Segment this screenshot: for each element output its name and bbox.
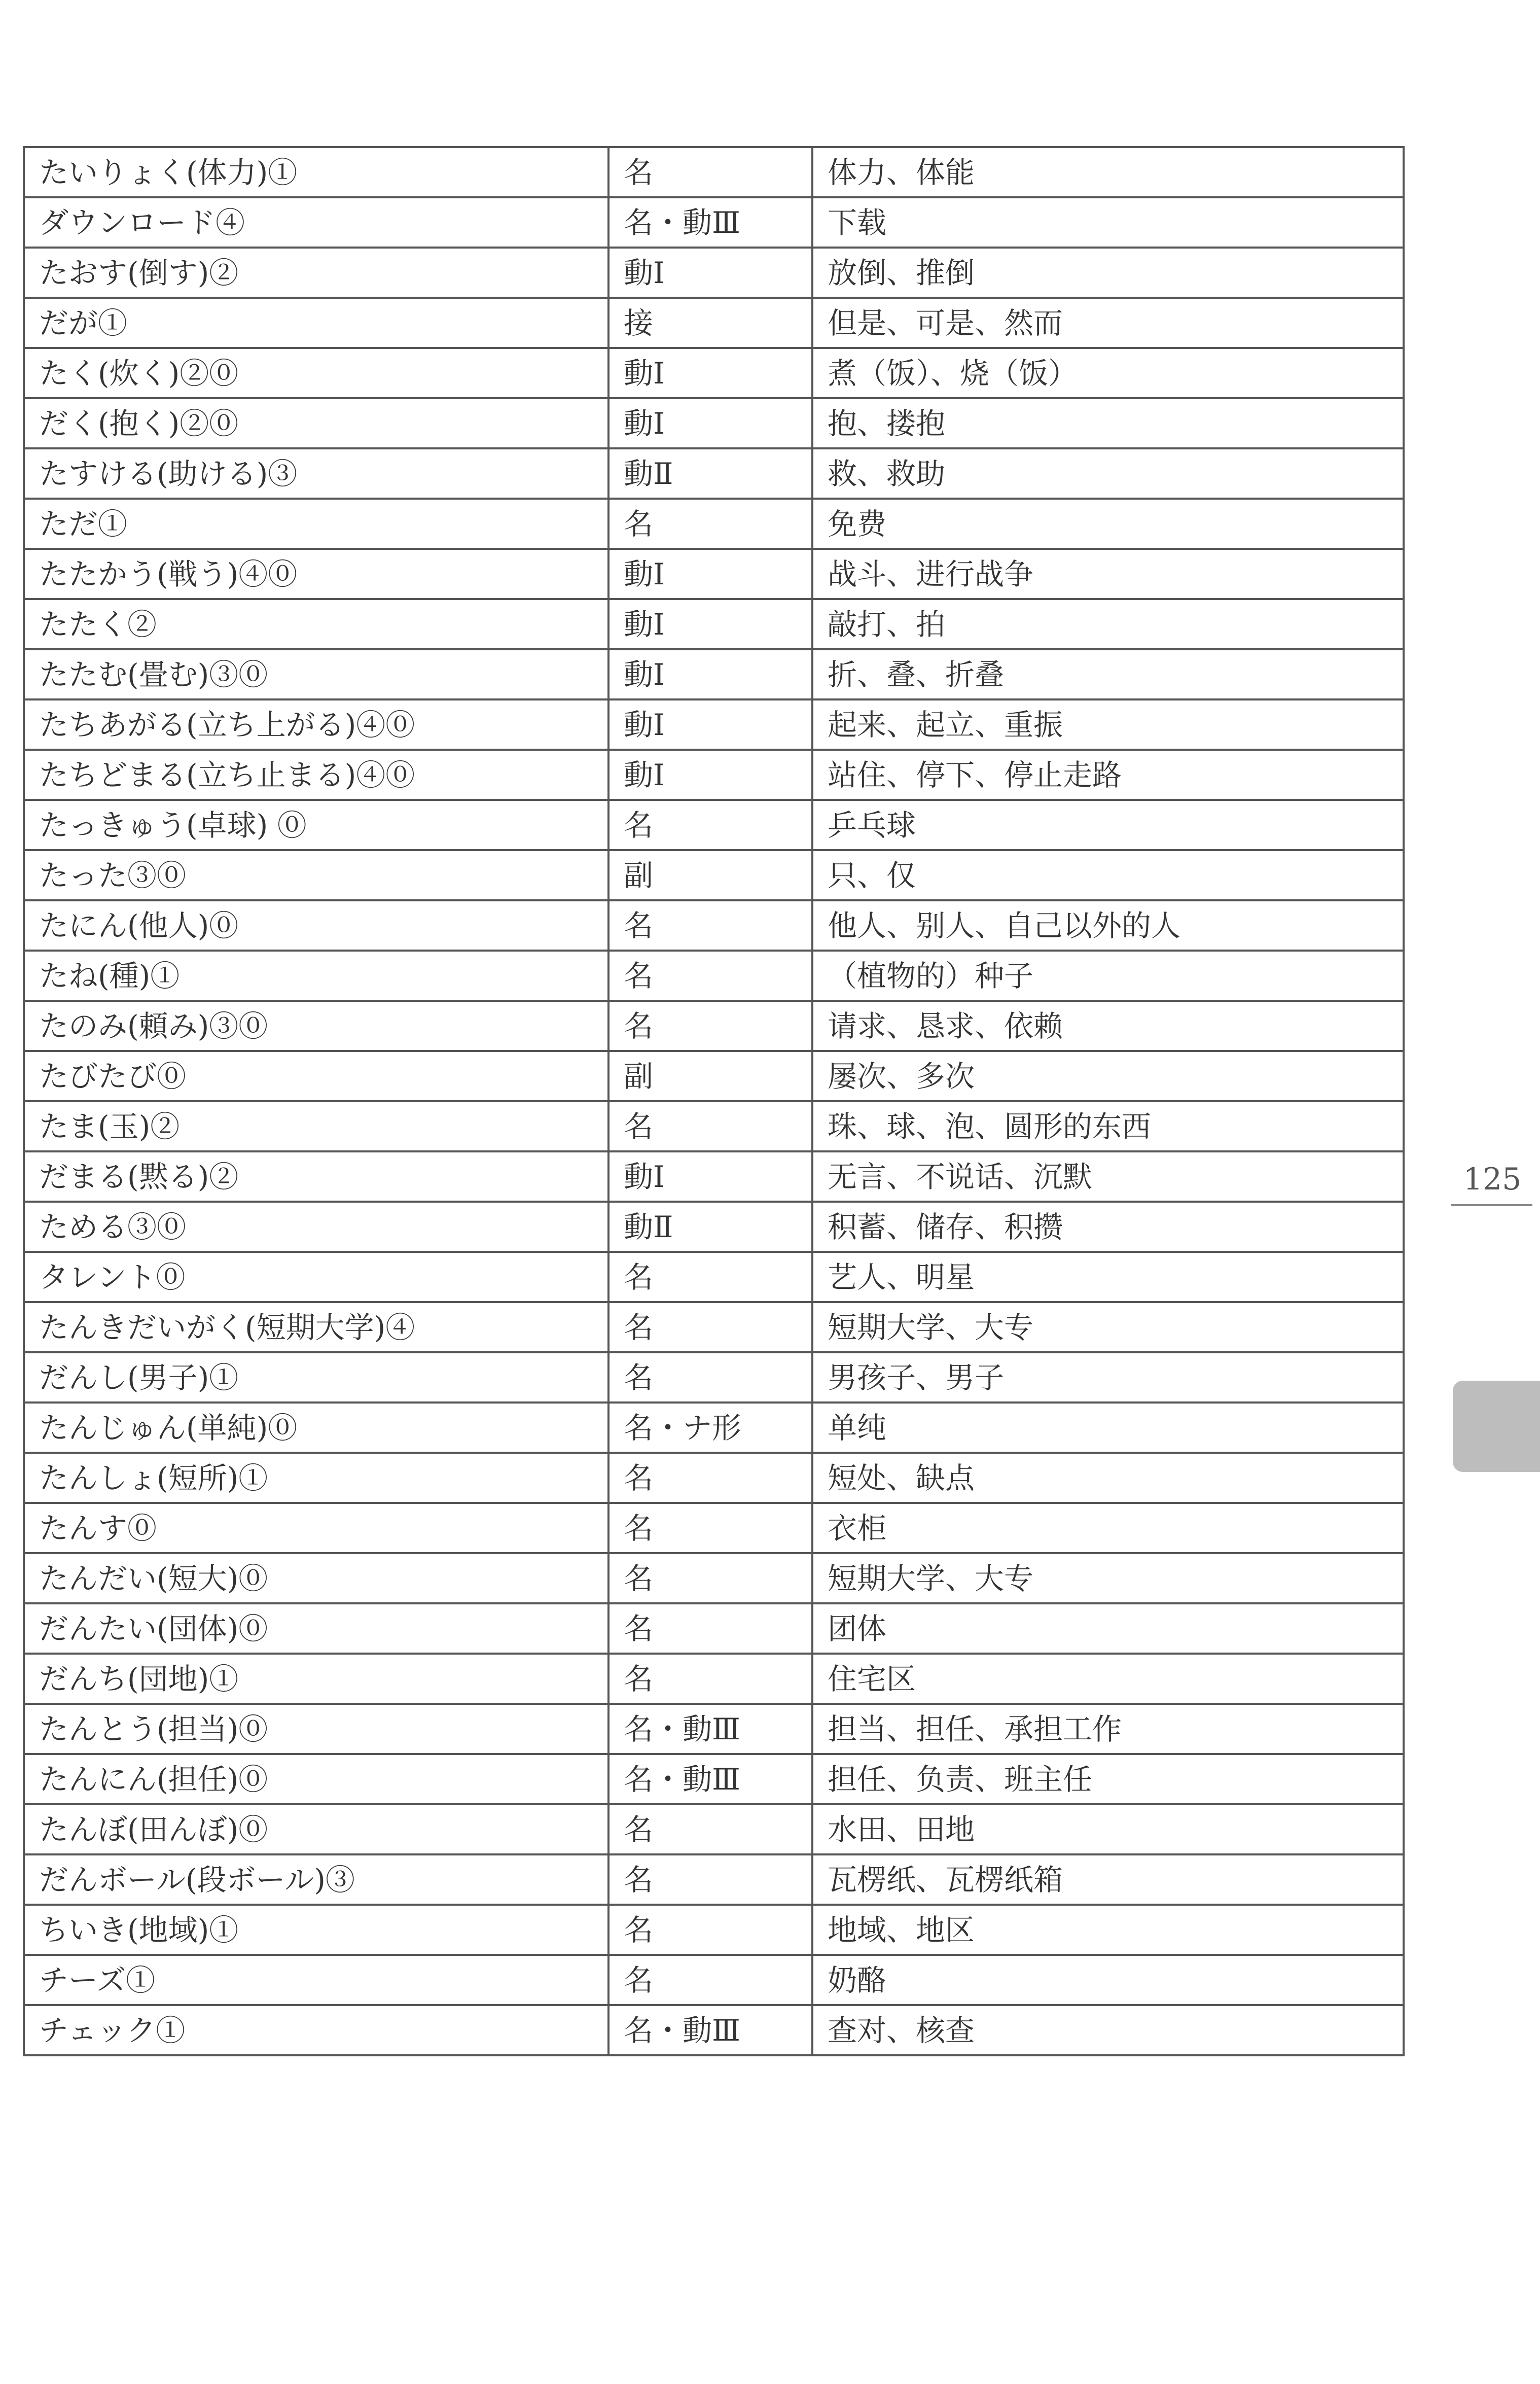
part-of-speech-cell: 名 xyxy=(608,1302,812,1352)
part-of-speech-cell: 副 xyxy=(608,1051,812,1101)
meaning-cell: 担当、担任、承担工作 xyxy=(812,1704,1404,1754)
table-row xyxy=(24,1352,1404,1403)
part-of-speech-cell: 名・動Ⅲ xyxy=(608,1754,812,1804)
word-cell: たにん(他人)⓪ xyxy=(24,900,608,951)
word-cell: ちいき(地域)① xyxy=(24,1905,608,1955)
word-cell: だんし(男子)① xyxy=(24,1352,608,1403)
table-row xyxy=(24,549,1404,599)
part-of-speech-cell: 名 xyxy=(608,499,812,549)
page-number: 125 xyxy=(1463,1162,1522,1197)
table-row xyxy=(24,599,1404,649)
part-of-speech-cell: 動Ⅰ xyxy=(608,348,812,398)
meaning-cell: 查对、核查 xyxy=(812,2005,1404,2055)
table-row xyxy=(24,348,1404,398)
word-cell: チェック① xyxy=(24,2005,608,2055)
vocabulary-table-body xyxy=(24,147,1404,2055)
part-of-speech-cell: 名 xyxy=(608,951,812,1001)
meaning-cell: 男孩子、男子 xyxy=(812,1352,1404,1403)
part-of-speech-cell: 動Ⅱ xyxy=(608,1202,812,1252)
table-row xyxy=(24,1603,1404,1654)
meaning-cell: 煮（饭）、烧（饭） xyxy=(812,348,1404,398)
table-row xyxy=(24,1202,1404,1252)
word-cell: だんボール(段ボール)③ xyxy=(24,1854,608,1905)
table-row xyxy=(24,1704,1404,1754)
table-row xyxy=(24,1905,1404,1955)
table-row xyxy=(24,800,1404,850)
word-cell: たたかう(戦う)④⓪ xyxy=(24,549,608,599)
part-of-speech-cell: 副 xyxy=(608,850,812,900)
word-cell: たおす(倒す)② xyxy=(24,248,608,298)
part-of-speech-cell: 名・動Ⅲ xyxy=(608,197,812,248)
word-cell: たのみ(頼み)③⓪ xyxy=(24,1001,608,1051)
meaning-cell: 水田、田地 xyxy=(812,1804,1404,1854)
meaning-cell: 无言、不说话、沉默 xyxy=(812,1151,1404,1202)
part-of-speech-cell: 接 xyxy=(608,298,812,348)
meaning-cell: 站住、停下、停止走路 xyxy=(812,750,1404,800)
word-cell: ダウンロード④ xyxy=(24,197,608,248)
word-cell: たすける(助ける)③ xyxy=(24,448,608,499)
table-row xyxy=(24,900,1404,951)
meaning-cell: 担任、负责、班主任 xyxy=(812,1754,1404,1804)
word-cell: たたむ(畳む)③⓪ xyxy=(24,649,608,699)
table-row xyxy=(24,1151,1404,1202)
word-cell: たいりょく(体力)① xyxy=(24,147,608,197)
word-cell: たんぼ(田んぼ)⓪ xyxy=(24,1804,608,1854)
table-row xyxy=(24,1804,1404,1854)
table-row xyxy=(24,951,1404,1001)
part-of-speech-cell: 名 xyxy=(608,1101,812,1151)
word-cell: たんだい(短大)⓪ xyxy=(24,1553,608,1603)
meaning-cell: 折、叠、折叠 xyxy=(812,649,1404,699)
part-of-speech-cell: 名・動Ⅲ xyxy=(608,2005,812,2055)
word-cell: タレント⓪ xyxy=(24,1252,608,1302)
part-of-speech-cell: 動Ⅰ xyxy=(608,1151,812,1202)
table-row xyxy=(24,850,1404,900)
word-cell: だく(抱く)②⓪ xyxy=(24,398,608,448)
meaning-cell: 体力、体能 xyxy=(812,147,1404,197)
table-row xyxy=(24,1553,1404,1603)
part-of-speech-cell: 名 xyxy=(608,900,812,951)
table-row xyxy=(24,750,1404,800)
part-of-speech-cell: 動Ⅰ xyxy=(608,649,812,699)
word-cell: ただ① xyxy=(24,499,608,549)
word-cell: たんきだいがく(短期大学)④ xyxy=(24,1302,608,1352)
word-cell: たたく② xyxy=(24,599,608,649)
table-row xyxy=(24,1955,1404,2005)
part-of-speech-cell: 名 xyxy=(608,1603,812,1654)
word-cell: だんち(団地)① xyxy=(24,1654,608,1704)
meaning-cell: 短处、缺点 xyxy=(812,1453,1404,1503)
part-of-speech-cell: 名 xyxy=(608,1252,812,1302)
word-cell: たんしょ(短所)① xyxy=(24,1453,608,1503)
meaning-cell: 地域、地区 xyxy=(812,1905,1404,1955)
part-of-speech-cell: 名 xyxy=(608,800,812,850)
thumb-index-tab xyxy=(1453,1381,1540,1472)
part-of-speech-cell: 名 xyxy=(608,1553,812,1603)
table-row xyxy=(24,1001,1404,1051)
part-of-speech-cell: 動Ⅰ xyxy=(608,549,812,599)
meaning-cell: （植物的）种子 xyxy=(812,951,1404,1001)
table-row xyxy=(24,1854,1404,1905)
meaning-cell: 瓦楞纸、瓦楞纸箱 xyxy=(812,1854,1404,1905)
meaning-cell: 奶酪 xyxy=(812,1955,1404,2005)
part-of-speech-cell: 動Ⅰ xyxy=(608,599,812,649)
meaning-cell: 团体 xyxy=(812,1603,1404,1654)
table-row xyxy=(24,1252,1404,1302)
part-of-speech-cell: 動Ⅰ xyxy=(608,699,812,750)
word-cell: だが① xyxy=(24,298,608,348)
table-row xyxy=(24,1453,1404,1503)
table-row xyxy=(24,147,1404,197)
word-cell: たっきゅう(卓球) ⓪ xyxy=(24,800,608,850)
word-cell: たんじゅん(単純)⓪ xyxy=(24,1403,608,1453)
word-cell: たちあがる(立ち上がる)④⓪ xyxy=(24,699,608,750)
table-row xyxy=(24,649,1404,699)
meaning-cell: 敲打、拍 xyxy=(812,599,1404,649)
table-row xyxy=(24,1654,1404,1704)
meaning-cell: 衣柜 xyxy=(812,1503,1404,1553)
meaning-cell: 短期大学、大专 xyxy=(812,1553,1404,1603)
part-of-speech-cell: 動Ⅰ xyxy=(608,398,812,448)
table-row xyxy=(24,197,1404,248)
part-of-speech-cell: 名 xyxy=(608,147,812,197)
meaning-cell: 只、仅 xyxy=(812,850,1404,900)
part-of-speech-cell: 名 xyxy=(608,1453,812,1503)
word-cell: たま(玉)② xyxy=(24,1101,608,1151)
meaning-cell: 放倒、推倒 xyxy=(812,248,1404,298)
meaning-cell: 短期大学、大专 xyxy=(812,1302,1404,1352)
part-of-speech-cell: 動Ⅱ xyxy=(608,448,812,499)
table-row xyxy=(24,2005,1404,2055)
meaning-cell: 他人、别人、自己以外的人 xyxy=(812,900,1404,951)
word-cell: たく(炊く)②⓪ xyxy=(24,348,608,398)
word-cell: たんにん(担任)⓪ xyxy=(24,1754,608,1804)
word-cell: ためる③⓪ xyxy=(24,1202,608,1252)
word-cell: たちどまる(立ち止まる)④⓪ xyxy=(24,750,608,800)
part-of-speech-cell: 名 xyxy=(608,1001,812,1051)
meaning-cell: 下载 xyxy=(812,197,1404,248)
table-row xyxy=(24,448,1404,499)
word-cell: だんたい(団体)⓪ xyxy=(24,1603,608,1654)
meaning-cell: 珠、球、泡、圆形的东西 xyxy=(812,1101,1404,1151)
word-cell: たびたび⓪ xyxy=(24,1051,608,1101)
part-of-speech-cell: 名 xyxy=(608,1352,812,1403)
part-of-speech-cell: 動Ⅰ xyxy=(608,750,812,800)
word-cell: チーズ① xyxy=(24,1955,608,2005)
part-of-speech-cell: 名 xyxy=(608,1854,812,1905)
part-of-speech-cell: 名・ナ形 xyxy=(608,1403,812,1453)
meaning-cell: 救、救助 xyxy=(812,448,1404,499)
word-cell: だまる(黙る)② xyxy=(24,1151,608,1202)
meaning-cell: 起来、起立、重振 xyxy=(812,699,1404,750)
word-cell: たんとう(担当)⓪ xyxy=(24,1704,608,1754)
table-row xyxy=(24,1503,1404,1553)
table-row xyxy=(24,1403,1404,1453)
meaning-cell: 抱、搂抱 xyxy=(812,398,1404,448)
table-row xyxy=(24,699,1404,750)
part-of-speech-cell: 名 xyxy=(608,1804,812,1854)
part-of-speech-cell: 名・動Ⅲ xyxy=(608,1704,812,1754)
meaning-cell: 战斗、进行战争 xyxy=(812,549,1404,599)
part-of-speech-cell: 名 xyxy=(608,1654,812,1704)
table-row xyxy=(24,1051,1404,1101)
table-row xyxy=(24,298,1404,348)
word-cell: たね(種)① xyxy=(24,951,608,1001)
table-row xyxy=(24,1101,1404,1151)
word-cell: たんす⓪ xyxy=(24,1503,608,1553)
table-row xyxy=(24,1754,1404,1804)
part-of-speech-cell: 名 xyxy=(608,1503,812,1553)
table-row xyxy=(24,499,1404,549)
page-number-rule xyxy=(1451,1204,1532,1206)
meaning-cell: 屡次、多次 xyxy=(812,1051,1404,1101)
meaning-cell: 免费 xyxy=(812,499,1404,549)
meaning-cell: 请求、恳求、依赖 xyxy=(812,1001,1404,1051)
meaning-cell: 积蓄、储存、积攒 xyxy=(812,1202,1404,1252)
table-row xyxy=(24,398,1404,448)
part-of-speech-cell: 名 xyxy=(608,1955,812,2005)
part-of-speech-cell: 動Ⅰ xyxy=(608,248,812,298)
table-row xyxy=(24,1302,1404,1352)
meaning-cell: 单纯 xyxy=(812,1403,1404,1453)
part-of-speech-cell: 名 xyxy=(608,1905,812,1955)
meaning-cell: 艺人、明星 xyxy=(812,1252,1404,1302)
vocabulary-table xyxy=(23,146,1405,2056)
word-cell: たった③⓪ xyxy=(24,850,608,900)
table-row xyxy=(24,248,1404,298)
meaning-cell: 但是、可是、然而 xyxy=(812,298,1404,348)
meaning-cell: 住宅区 xyxy=(812,1654,1404,1704)
meaning-cell: 乒乓球 xyxy=(812,800,1404,850)
